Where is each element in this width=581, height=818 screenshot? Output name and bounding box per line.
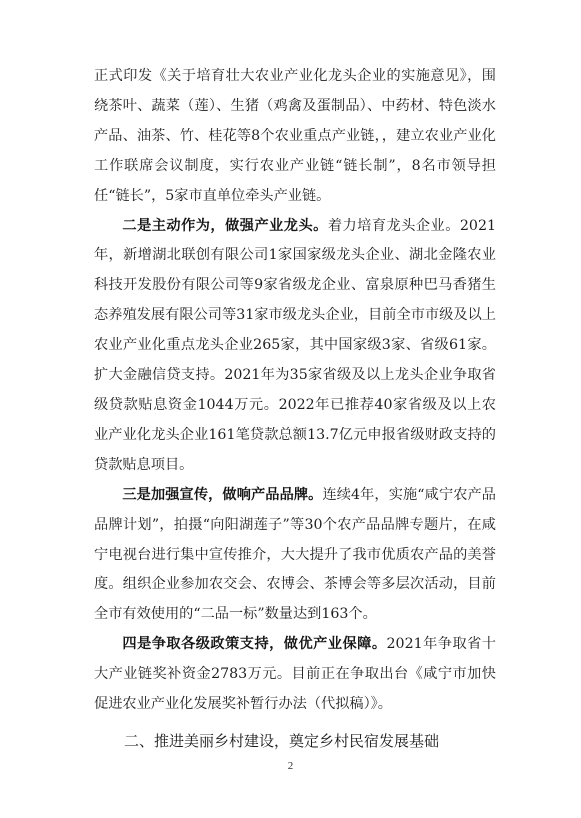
paragraph-3 <box>94 481 496 631</box>
paragraph-2-text: 着力培育龙头企业。2021年，新增湖北联创有限公司1家国家级龙头企业、湖北金隆农业科技开发股份有限公司等9家省级龙企业、富泉原种巴马香猪生态养殖发展有限公司等31家市级龙头企业，目前全市市级及以上农业产业化重点龙头企业265家，其中国家级3家、省级61家。扩大金融信贷支持。2021年为35家省级及以上龙头企业争取省级贷款贴息资金1044万元。2022年已推荐40家省级及以上农业产业化龙头企业161笔贷款总额13.7亿元申报省级财政支持的贷款贴息项目。 <box>94 217 496 473</box>
paragraph-3-text: 连续4年，实施“咸宁农产品品牌计划”，拍摄“向阳湖莲子”等30个农产品品牌专题片，在咸宁电视台进行集中宣传推介，大大提升了我市优质农产品的美誉度。组织企业参加农交会、农博会、茶博会等多层次活动，目前全市有效使用的“二品一标”数量达到163个。 <box>94 486 496 623</box>
paragraph-1-text: 正式印发《关于培育壮大农业产业化龙头企业的实施意见》，围绕茶叶、蔬菜（莲）、生猪（鸡禽及蛋制品）、中药材、特色淡水产品、油茶、竹、桂花等8个农业重点产业链，，建立农业产业化工作联席会议制度，实行农业产业链“链长制”，8名市领导担任“链长”，5家市直单位牵头产业链。 <box>94 68 496 204</box>
paragraph-4-text: 2021年争取省十大产业链奖补资金2783万元。目前正在争取出台《咸宁市加快促进农业产业化发展奖补暂行办法（代拟稿）》。 <box>94 636 496 713</box>
section-heading: 二、推进美丽乡村建设，奠定乡村民宿发展基础 <box>124 731 440 750</box>
paragraph-4-lead: 四是争取各级政策支持，做优产业保障。 <box>122 636 387 653</box>
paragraph-3-lead: 三是加强宣传，做响产品品牌。 <box>122 486 323 503</box>
paragraph-2-lead: 二是主动作为，做强产业龙头。 <box>122 217 328 234</box>
paragraph-2 <box>94 212 496 481</box>
paragraph-1 <box>94 62 496 212</box>
page-body <box>94 62 496 756</box>
page-number: 2 <box>287 760 294 772</box>
paragraph-4 <box>94 630 496 720</box>
